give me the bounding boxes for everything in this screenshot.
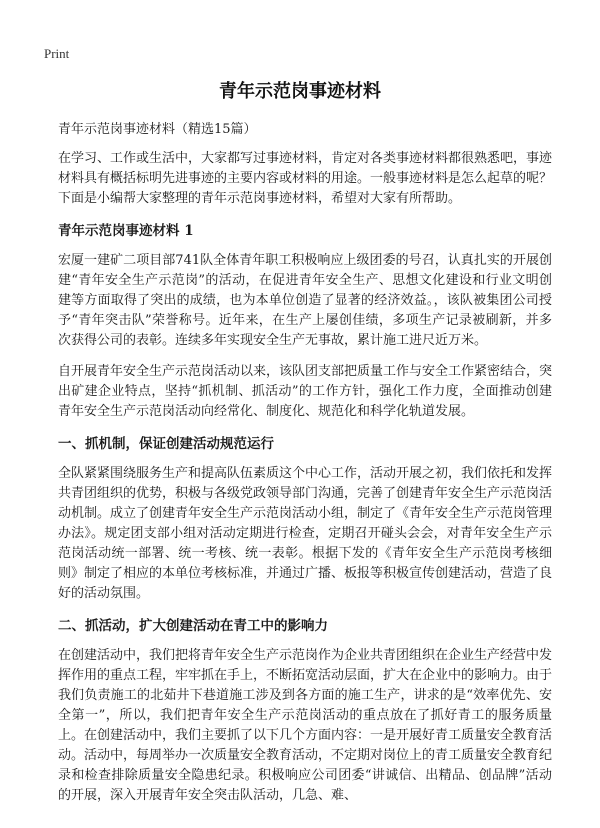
subsection-heading: 一、抓机制，保证创建活动规范运行 [58, 436, 274, 452]
article-body [58, 120, 552, 817]
subsection-heading: 二、抓活动，扩大创建活动在青工中的影响力 [58, 618, 328, 634]
article-subtitle: 青年示范岗事迹材料（精选15篇） [58, 122, 257, 137]
paragraph: 自开展青年安全生产示范岗活动以来，该队团支部把质量工作与安全工作紧密结合，突出矿建企业特点，坚持“抓机制、抓活动”的工作方针，强化工作力度，全面推动创建青年安全生产示范岗活动向经常化、制度化、规范化和科学化轨道发展。 [58, 364, 553, 419]
paragraph: 在创建活动中，我们把将青年安全生产示范岗作为企业共青团组织在企业生产经营中发挥作用的重点工程，牢牢抓在手上，不断拓宽活动层面，扩大在企业中的影响力。由于我们负责施工的北茹井下巷道施工涉及到各方面的施工生产，讲求的是“效率优先、安全第一”，所以，我们把青年安全生产示范岗活动的重点放在了抓好青工的服务质量上。在创建活动中，我们主要抓了以下几个方面内容：一是开展好青工质量安全教育活动。活动中，每周举办一次质量安全教育活动，不定期对岗位上的青工质量安全教育纪录和检查排除质量安全隐患纪录。积极响应公司团委“讲诚信、出精品、创品牌”活动的开展，深入开展青年安全突击队活动，几急、难、 [58, 648, 553, 803]
paragraph: 宏厦一建矿二项目部741队全体青年职工积极响应上级团委的号召，认真扎实的开展创建“青年安全生产示范岗”的活动，在促进青年安全生产、思想文化建设和行业文明创建等方面取得了突出的成绩，也为本单位创造了显著的经济效益。，该队被集团公司授予“青年突击队”荣誉称号。近年来，在生产上屡创佳绩，多项生产记录被刷新，并多次获得公司的表彰。连续多年实现安全生产无事故，累计施工进尺近万米。 [58, 253, 552, 348]
section-heading: 青年示范岗事迹材料 1 [58, 223, 194, 239]
print-link[interactable]: Print [44, 46, 70, 61]
intro-paragraph: 在学习、工作或生活中，大家都写过事迹材料，肯定对各类事迹材料都很熟悉吧，事迹材料具有概括标明先进事迹的主要内容或材料的用途。一般事迹材料是怎么起草的呢？下面是小编帮大家整理的青年示范岗事迹材料，希望对大家有所帮助。 [58, 151, 553, 206]
page-title: 青年示范岗事迹材料 [219, 81, 381, 102]
paragraph: 全队紧紧围绕服务生产和提高队伍素质这个中心工作，活动开展之初，我们依托和发挥共青团组织的优势，积极与各级党政领导部门沟通，完善了创建青年安全生产示范岗活动机制。成立了创建青年安全生产示范岗活动小组，制定了《青年安全生产示范岗管理办法》。规定团支部小组对活动定期进行检查，定期召开碰头会会，对青年安全生产示范岗活动统一部署、统一考核、统一表彰。根据下发的《青年安全生产示范岗考核细则》制定了相应的本单位考核标准，并通过广播、板报等积极宣传创建活动，营造了良好的活动氛围。 [58, 466, 553, 601]
